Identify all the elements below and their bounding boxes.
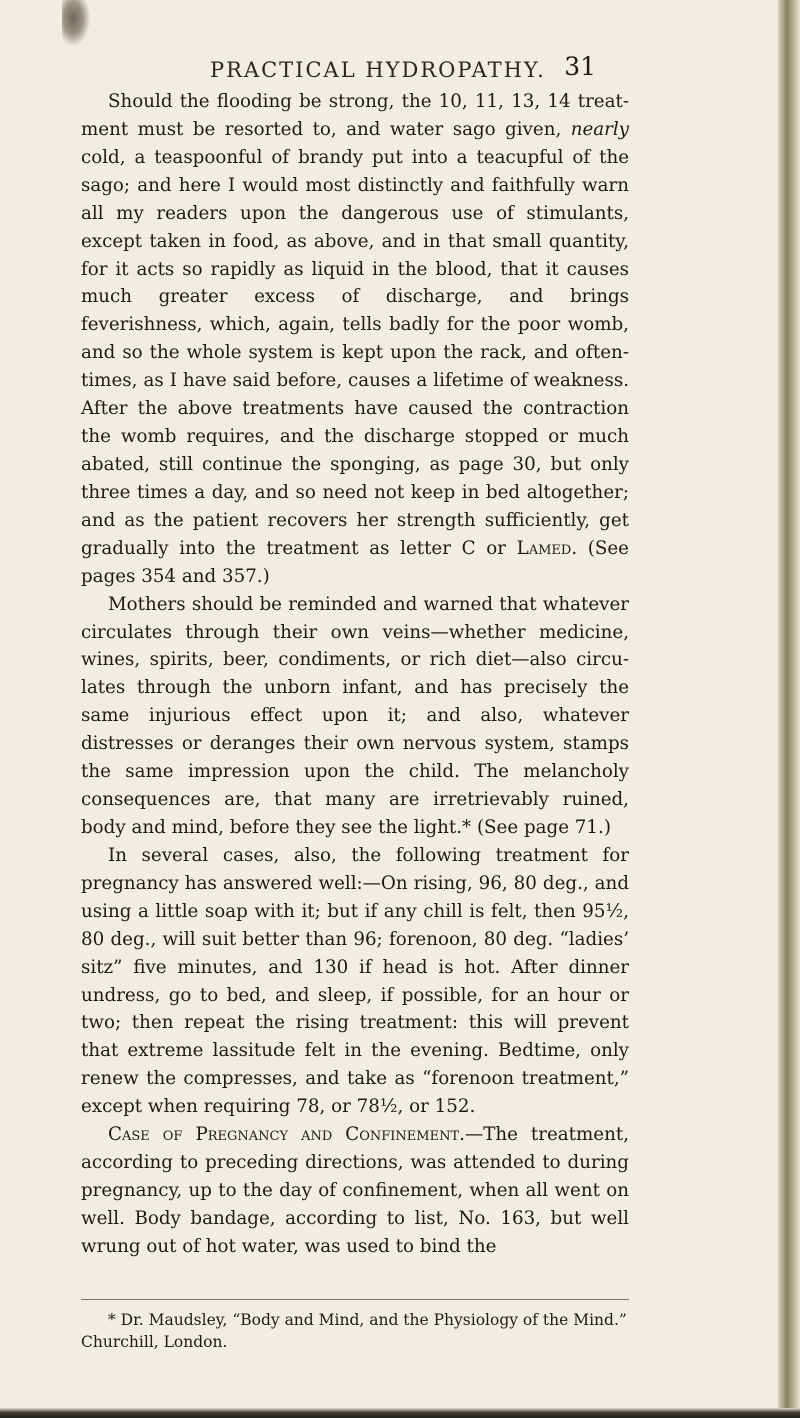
text-run: . (See pages 354 and 357.) — [81, 537, 629, 587]
book-spine-edge — [778, 0, 800, 1418]
text-run: .—The treatment, according to preceding directions, was attended to during pregnancy, up to the day of confinement, when all went on well. Body bandage, according to list, No. 163, but well wrung out of hot water, was used to bind the — [81, 1124, 629, 1257]
page-number: 31 — [564, 52, 596, 81]
text-run-smallcaps: Lamed — [516, 537, 572, 559]
text-run: Should the flooding be strong, the 10, 11, 13, 14 treatment must be resorted to, and water sago given, — [81, 91, 629, 140]
body-text — [81, 88, 629, 1261]
paragraph — [81, 842, 629, 1121]
footnote-divider — [81, 1299, 629, 1300]
running-head: PRACTICAL HYDROPATHY. — [210, 58, 546, 82]
ink-blot-mark — [62, 0, 90, 46]
text-run: In several cases, also, the following treatment for pregnancy has answered well:—On rising, 96, 80 deg., and using a little soap with it; but if any chill is felt, then 95½, 80 deg., will suit better than 96; forenoon, 80 deg. “ladies’ sitz” five minutes, and 130 if head is hot. After dinner undress, go to bed, and sleep, if possible, for an hour or two; then repeat the rising treatment: this will prevent that extreme lassitude felt in the evening. Bedtime, only renew the compresses, and take as “forenoon treatment,” except when requiring 78, or 78½, or 152. — [81, 844, 629, 1118]
text-run: Mothers should be reminded and warned that whatever circulates through their own veins—whether medicine, wines, spirits, beer, condiments, or rich diet—also circulates through the unborn infant, and has precisely the same injurious effect upon it; and also, whatever distresses or deranges their own nervous system, stamps the same impression upon the child. The melancholy consequences are, that many are irretrievably ruined, body and mind, before they see the light.* (See page 71.) — [81, 593, 629, 838]
paragraph — [81, 591, 629, 842]
paragraph — [81, 88, 629, 591]
text-run-italic: nearly — [570, 118, 629, 140]
page-bottom-edge — [0, 1408, 800, 1418]
case-heading: Case of Pregnancy and Confinement — [108, 1124, 460, 1146]
paragraph — [81, 1121, 629, 1261]
text-run: cold, a teaspoonful of brandy put into a teacupful of the sago; and here I would most distinctly and faithfully warn all my readers upon the dangerous use of stimulants, except taken in food, as above, and in that small quantity, for it acts so rapidly as liquid in the blood, that it causes much greater excess of discharge, and brings feverishness, which, again, tells badly for the poor womb, and so the whole system is kept upon the rack, and oftentimes, as I have said before, causes a lifetime of weakness. After the above treatments have caused the contraction the womb requires, and the discharge stopped or much abated, still continue the sponging, as page 30, but only three times a day, and so need not keep in bed altogether; and as the patient recovers her strength sufficiently, get gradually into the treatment as letter C or — [81, 146, 629, 559]
footnote: * Dr. Maudsley, “Body and Mind, and the Physiology of the Mind.” Churchill, London. — [81, 1311, 627, 1351]
page-header — [210, 52, 596, 92]
